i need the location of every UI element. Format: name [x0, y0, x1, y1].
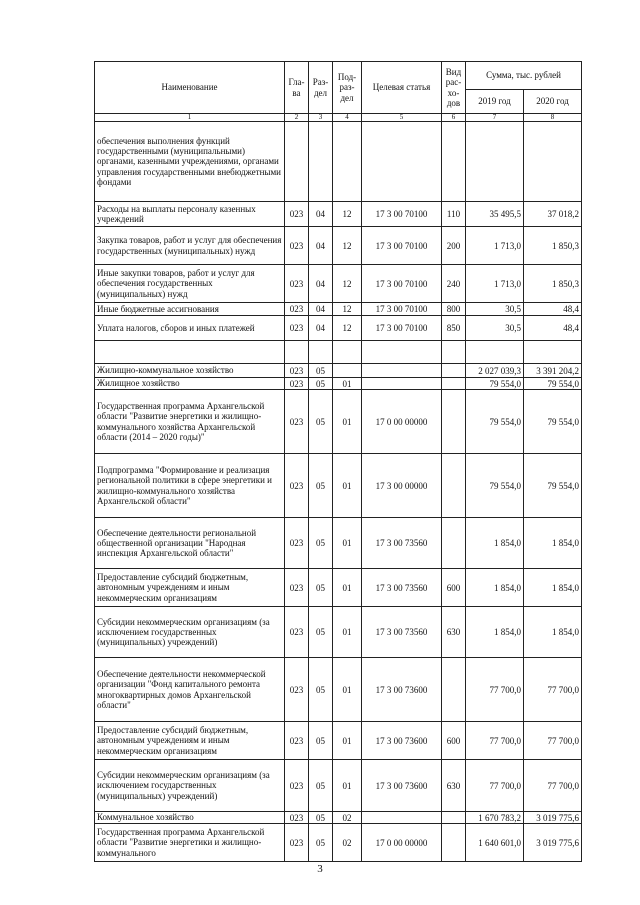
row-expense-type — [442, 122, 466, 202]
row-podrazdel — [333, 364, 362, 378]
row-glava: 023 — [285, 265, 309, 303]
row-name: Уплата налогов, сборов и иных платежей — [95, 316, 285, 341]
row-sum-2020: 1 850,3 — [524, 227, 582, 265]
row-target-article — [362, 378, 442, 390]
row-sum-2019: 1 854,0 — [466, 518, 524, 569]
row-name: Иные закупки товаров, работ и услуг для обеспечения государственных (муниципальных) нужд — [95, 265, 285, 303]
row-razdel: 05 — [309, 607, 333, 658]
row-sum-2019: 30,5 — [466, 316, 524, 341]
row-glava: 023 — [285, 569, 309, 607]
table-row — [95, 722, 582, 760]
row-target-article: 17 3 00 73600 — [362, 658, 442, 722]
row-podrazdel: 02 — [333, 812, 362, 824]
row-expense-type — [442, 658, 466, 722]
column-number: 4 — [333, 114, 362, 122]
row-expense-type: 600 — [442, 569, 466, 607]
table-row — [95, 390, 582, 454]
row-sum-2019: 77 700,0 — [466, 658, 524, 722]
row-expense-type: 240 — [442, 265, 466, 303]
table-row — [95, 607, 582, 658]
row-glava: 023 — [285, 390, 309, 454]
row-expense-type — [442, 824, 466, 862]
row-name: Закупка товаров, работ и услуг для обеспечения государственных (муниципальных) нужд — [95, 227, 285, 265]
row-glava — [285, 122, 309, 202]
row-target-article: 17 3 00 73560 — [362, 607, 442, 658]
row-razdel: 04 — [309, 202, 333, 227]
table-row — [95, 569, 582, 607]
row-sum-2020: 1 854,0 — [524, 518, 582, 569]
column-number: 5 — [362, 114, 442, 122]
row-name: Государственная программа Архангельской области "Развитие энергетики и жилищно-коммунального — [95, 824, 285, 862]
row-razdel: 04 — [309, 303, 333, 316]
row-razdel: 05 — [309, 390, 333, 454]
row-podrazdel: 01 — [333, 378, 362, 390]
row-target-article — [362, 122, 442, 202]
row-podrazdel: 12 — [333, 303, 362, 316]
column-number-row — [95, 114, 582, 122]
table-row — [95, 518, 582, 569]
row-name: Предоставление субсидий бюджетным, автономным учреждениям и иным некоммерческим организациям — [95, 722, 285, 760]
row-sum-2020: 37 018,2 — [524, 202, 582, 227]
row-razdel: 05 — [309, 569, 333, 607]
row-glava: 023 — [285, 378, 309, 390]
table-row — [95, 202, 582, 227]
header-target-article: Целевая статья — [362, 62, 442, 114]
row-sum-2019: 2 027 039,3 — [466, 364, 524, 378]
row-razdel: 05 — [309, 658, 333, 722]
row-name: Расходы на выплаты персоналу казенных учреждений — [95, 202, 285, 227]
row-expense-type — [442, 364, 466, 378]
row-podrazdel: 12 — [333, 265, 362, 303]
row-sum-2019: 77 700,0 — [466, 722, 524, 760]
row-sum-2019: 1 854,0 — [466, 607, 524, 658]
row-name — [95, 341, 285, 364]
row-name: Обеспечение деятельности региональной общественной организации "Народная инспекция Архангельской области" — [95, 518, 285, 569]
column-number: 2 — [285, 114, 309, 122]
row-expense-type — [442, 341, 466, 364]
row-name: Субсидии некоммерческим организациям (за исключением государственных (муниципальных) учреждений) — [95, 760, 285, 812]
table-row — [95, 227, 582, 265]
row-podrazdel: 01 — [333, 518, 362, 569]
row-expense-type: 630 — [442, 607, 466, 658]
row-target-article: 17 3 00 73560 — [362, 518, 442, 569]
row-sum-2020: 79 554,0 — [524, 454, 582, 518]
row-sum-2020 — [524, 341, 582, 364]
row-razdel: 04 — [309, 316, 333, 341]
row-sum-2019: 1 713,0 — [466, 227, 524, 265]
row-sum-2019 — [466, 341, 524, 364]
header-year-2019: 2019 год — [466, 90, 524, 114]
row-expense-type — [442, 518, 466, 569]
row-sum-2020 — [524, 122, 582, 202]
table-row — [95, 658, 582, 722]
row-podrazdel: 01 — [333, 722, 362, 760]
row-expense-type: 850 — [442, 316, 466, 341]
table-row — [95, 364, 582, 378]
row-expense-type — [442, 390, 466, 454]
row-razdel: 05 — [309, 824, 333, 862]
table-row — [95, 341, 582, 364]
column-number: 8 — [524, 114, 582, 122]
row-sum-2019: 35 495,5 — [466, 202, 524, 227]
row-razdel: 04 — [309, 227, 333, 265]
table-row — [95, 122, 582, 202]
row-podrazdel: 01 — [333, 760, 362, 812]
row-sum-2020: 48,4 — [524, 316, 582, 341]
row-podrazdel — [333, 341, 362, 364]
table-body — [95, 114, 582, 862]
row-target-article: 17 3 00 70100 — [362, 265, 442, 303]
row-target-article — [362, 812, 442, 824]
row-podrazdel: 01 — [333, 454, 362, 518]
header-razdel: Раз-дел — [309, 62, 333, 114]
row-expense-type — [442, 454, 466, 518]
row-sum-2019: 79 554,0 — [466, 378, 524, 390]
row-target-article — [362, 341, 442, 364]
row-expense-type: 630 — [442, 760, 466, 812]
row-sum-2019 — [466, 122, 524, 202]
row-sum-2019: 79 554,0 — [466, 454, 524, 518]
page-number: 3 — [317, 863, 323, 875]
row-sum-2020: 1 854,0 — [524, 607, 582, 658]
row-razdel — [309, 122, 333, 202]
table-row — [95, 760, 582, 812]
row-razdel: 05 — [309, 364, 333, 378]
header-sum: Сумма, тыс. рублей — [466, 62, 582, 90]
table-row — [95, 303, 582, 316]
column-number: 7 — [466, 114, 524, 122]
row-name: Подпрограмма "Формирование и реализация региональной политики в сфере энергетики и жилищно-коммунального хозяйства Архангельской области" — [95, 454, 285, 518]
row-expense-type — [442, 812, 466, 824]
row-sum-2019: 79 554,0 — [466, 390, 524, 454]
row-sum-2020: 1 854,0 — [524, 569, 582, 607]
row-podrazdel — [333, 122, 362, 202]
row-glava: 023 — [285, 227, 309, 265]
row-target-article: 17 3 00 73560 — [362, 569, 442, 607]
row-sum-2020: 1 850,3 — [524, 265, 582, 303]
row-target-article: 17 3 00 70100 — [362, 316, 442, 341]
row-sum-2020: 77 700,0 — [524, 722, 582, 760]
row-podrazdel: 12 — [333, 316, 362, 341]
row-podrazdel: 01 — [333, 607, 362, 658]
row-glava: 023 — [285, 316, 309, 341]
row-name: Государственная программа Архангельской области "Развитие энергетики и жилищно-коммунального хозяйства Архангельской области (2014 – 2020 годы)" — [95, 390, 285, 454]
row-name: Обеспечение деятельности некоммерческой организации "Фонд капитального ремонта многоквартирных домов Архангельской области" — [95, 658, 285, 722]
row-podrazdel: 02 — [333, 824, 362, 862]
column-number: 3 — [309, 114, 333, 122]
row-sum-2019: 1 670 783,2 — [466, 812, 524, 824]
table-row — [95, 454, 582, 518]
row-target-article: 17 3 00 70100 — [362, 202, 442, 227]
row-sum-2020: 77 700,0 — [524, 658, 582, 722]
row-name: Предоставление субсидий бюджетным, автономным учреждениям и иным некоммерческим организациям — [95, 569, 285, 607]
row-sum-2019: 1 854,0 — [466, 569, 524, 607]
budget-table — [94, 61, 582, 862]
row-name: обеспечения выполнения функций государственными (муниципальными) органами, казенными учреждениями, органами управления государственными внебюджетными фондами — [95, 122, 285, 202]
row-name: Жилищное хозяйство — [95, 378, 285, 390]
row-target-article: 17 3 00 00000 — [362, 454, 442, 518]
table-row — [95, 316, 582, 341]
table-row — [95, 824, 582, 862]
row-podrazdel: 12 — [333, 202, 362, 227]
row-name: Иные бюджетные ассигнования — [95, 303, 285, 316]
row-sum-2020: 77 700,0 — [524, 760, 582, 812]
row-target-article: 17 3 00 70100 — [362, 303, 442, 316]
row-sum-2019: 77 700,0 — [466, 760, 524, 812]
row-sum-2020: 48,4 — [524, 303, 582, 316]
row-razdel: 05 — [309, 518, 333, 569]
row-target-article: 17 0 00 00000 — [362, 390, 442, 454]
row-glava: 023 — [285, 722, 309, 760]
table-row — [95, 265, 582, 303]
row-name: Субсидии некоммерческим организациям (за исключением государственных (муниципальных) учреждений) — [95, 607, 285, 658]
row-sum-2019: 1 713,0 — [466, 265, 524, 303]
table-row — [95, 812, 582, 824]
row-razdel: 05 — [309, 454, 333, 518]
row-glava: 023 — [285, 518, 309, 569]
row-glava — [285, 341, 309, 364]
row-sum-2020: 79 554,0 — [524, 378, 582, 390]
row-sum-2020: 3 391 204,2 — [524, 364, 582, 378]
row-razdel: 05 — [309, 812, 333, 824]
row-expense-type: 200 — [442, 227, 466, 265]
row-expense-type: 800 — [442, 303, 466, 316]
row-target-article — [362, 364, 442, 378]
row-glava: 023 — [285, 824, 309, 862]
row-sum-2020: 3 019 775,6 — [524, 812, 582, 824]
column-number: 6 — [442, 114, 466, 122]
row-glava: 023 — [285, 760, 309, 812]
row-razdel: 05 — [309, 722, 333, 760]
row-podrazdel: 01 — [333, 569, 362, 607]
row-target-article: 17 3 00 73600 — [362, 722, 442, 760]
header-name: Наименование — [95, 62, 285, 114]
row-name: Коммунальное хозяйство — [95, 812, 285, 824]
row-razdel: 05 — [309, 760, 333, 812]
row-sum-2019: 30,5 — [466, 303, 524, 316]
row-podrazdel: 01 — [333, 658, 362, 722]
row-expense-type: 110 — [442, 202, 466, 227]
header-glava: Гла-ва — [285, 62, 309, 114]
row-glava: 023 — [285, 364, 309, 378]
row-target-article: 17 3 00 70100 — [362, 227, 442, 265]
row-target-article: 17 0 00 00000 — [362, 824, 442, 862]
row-glava: 023 — [285, 812, 309, 824]
header-year-2020: 2020 год — [524, 90, 582, 114]
row-razdel: 04 — [309, 265, 333, 303]
row-razdel: 05 — [309, 378, 333, 390]
row-name: Жилищно-коммунальное хозяйство — [95, 364, 285, 378]
row-expense-type — [442, 378, 466, 390]
table-row — [95, 378, 582, 390]
row-podrazdel: 01 — [333, 390, 362, 454]
row-glava: 023 — [285, 202, 309, 227]
header-podrazdel: Под-раз-дел — [333, 62, 362, 114]
row-sum-2020: 3 019 775,6 — [524, 824, 582, 862]
row-glava: 023 — [285, 303, 309, 316]
row-glava: 023 — [285, 454, 309, 518]
row-podrazdel: 12 — [333, 227, 362, 265]
row-target-article: 17 3 00 73600 — [362, 760, 442, 812]
row-sum-2019: 1 640 601,0 — [466, 824, 524, 862]
row-sum-2020: 79 554,0 — [524, 390, 582, 454]
row-razdel — [309, 341, 333, 364]
row-glava: 023 — [285, 658, 309, 722]
row-expense-type: 600 — [442, 722, 466, 760]
column-number: 1 — [95, 114, 285, 122]
row-glava: 023 — [285, 607, 309, 658]
header-expense-type: Вид рас-хо-дов — [442, 62, 466, 114]
